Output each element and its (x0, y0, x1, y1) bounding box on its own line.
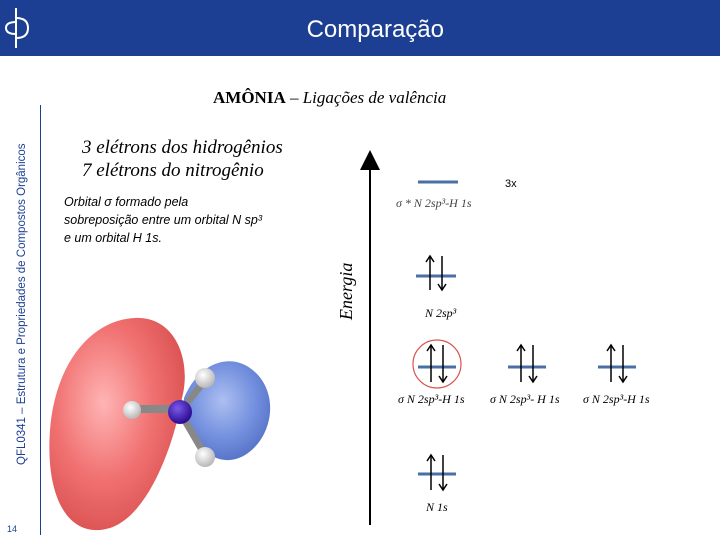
orbital-desc-line-3: e um orbital H 1s. (64, 231, 162, 245)
sigma-label-1: σ N 2sp³-H 1s (398, 392, 465, 406)
course-name: QFL0341 – Estrutura e Propriedades de Compostos Orgânicos (16, 143, 28, 465)
slide-subtitle: AMÔNIA – Ligações de valência (213, 88, 447, 107)
slide-title: Comparação (306, 16, 444, 43)
multiplicity-label: 3x (505, 178, 517, 190)
ammonia-molecule (49, 318, 270, 530)
sigma-label-3: σ N 2sp³-H 1s (583, 392, 650, 406)
orbital-desc-line-1: Orbital σ formado pela (64, 195, 189, 209)
n2sp3-level (416, 256, 456, 290)
sigma-level-1 (413, 340, 461, 388)
sigma-lobe-large (49, 318, 184, 530)
n1s-level (418, 455, 456, 490)
highlight-circle (413, 340, 461, 388)
hydrogen-atom-bottom (195, 447, 215, 467)
nitrogen-atom (168, 400, 192, 424)
hydrogen-atom-top (195, 368, 215, 388)
electron-line-2: 7 elétrons do nitrogênio (82, 160, 264, 181)
energy-axis-label: Energia (336, 262, 356, 320)
electron-line-1: 3 elétrons dos hidrogênios (82, 137, 283, 158)
sigma-star-label: σ * N 2sp³-H 1s (396, 196, 472, 210)
sigma-label-2: σ N 2sp³- H 1s (490, 392, 560, 406)
n2sp3-label: N 2sp³ (425, 306, 457, 320)
sigma-level-3 (598, 345, 636, 382)
page-number: 14 (7, 524, 18, 534)
hydrogen-atom-left (123, 401, 141, 419)
sigma-level-2 (508, 345, 546, 382)
n1s-label: N 1s (426, 500, 448, 514)
orbital-desc-line-2: sobreposição entre um orbital N sp³ (64, 213, 263, 227)
